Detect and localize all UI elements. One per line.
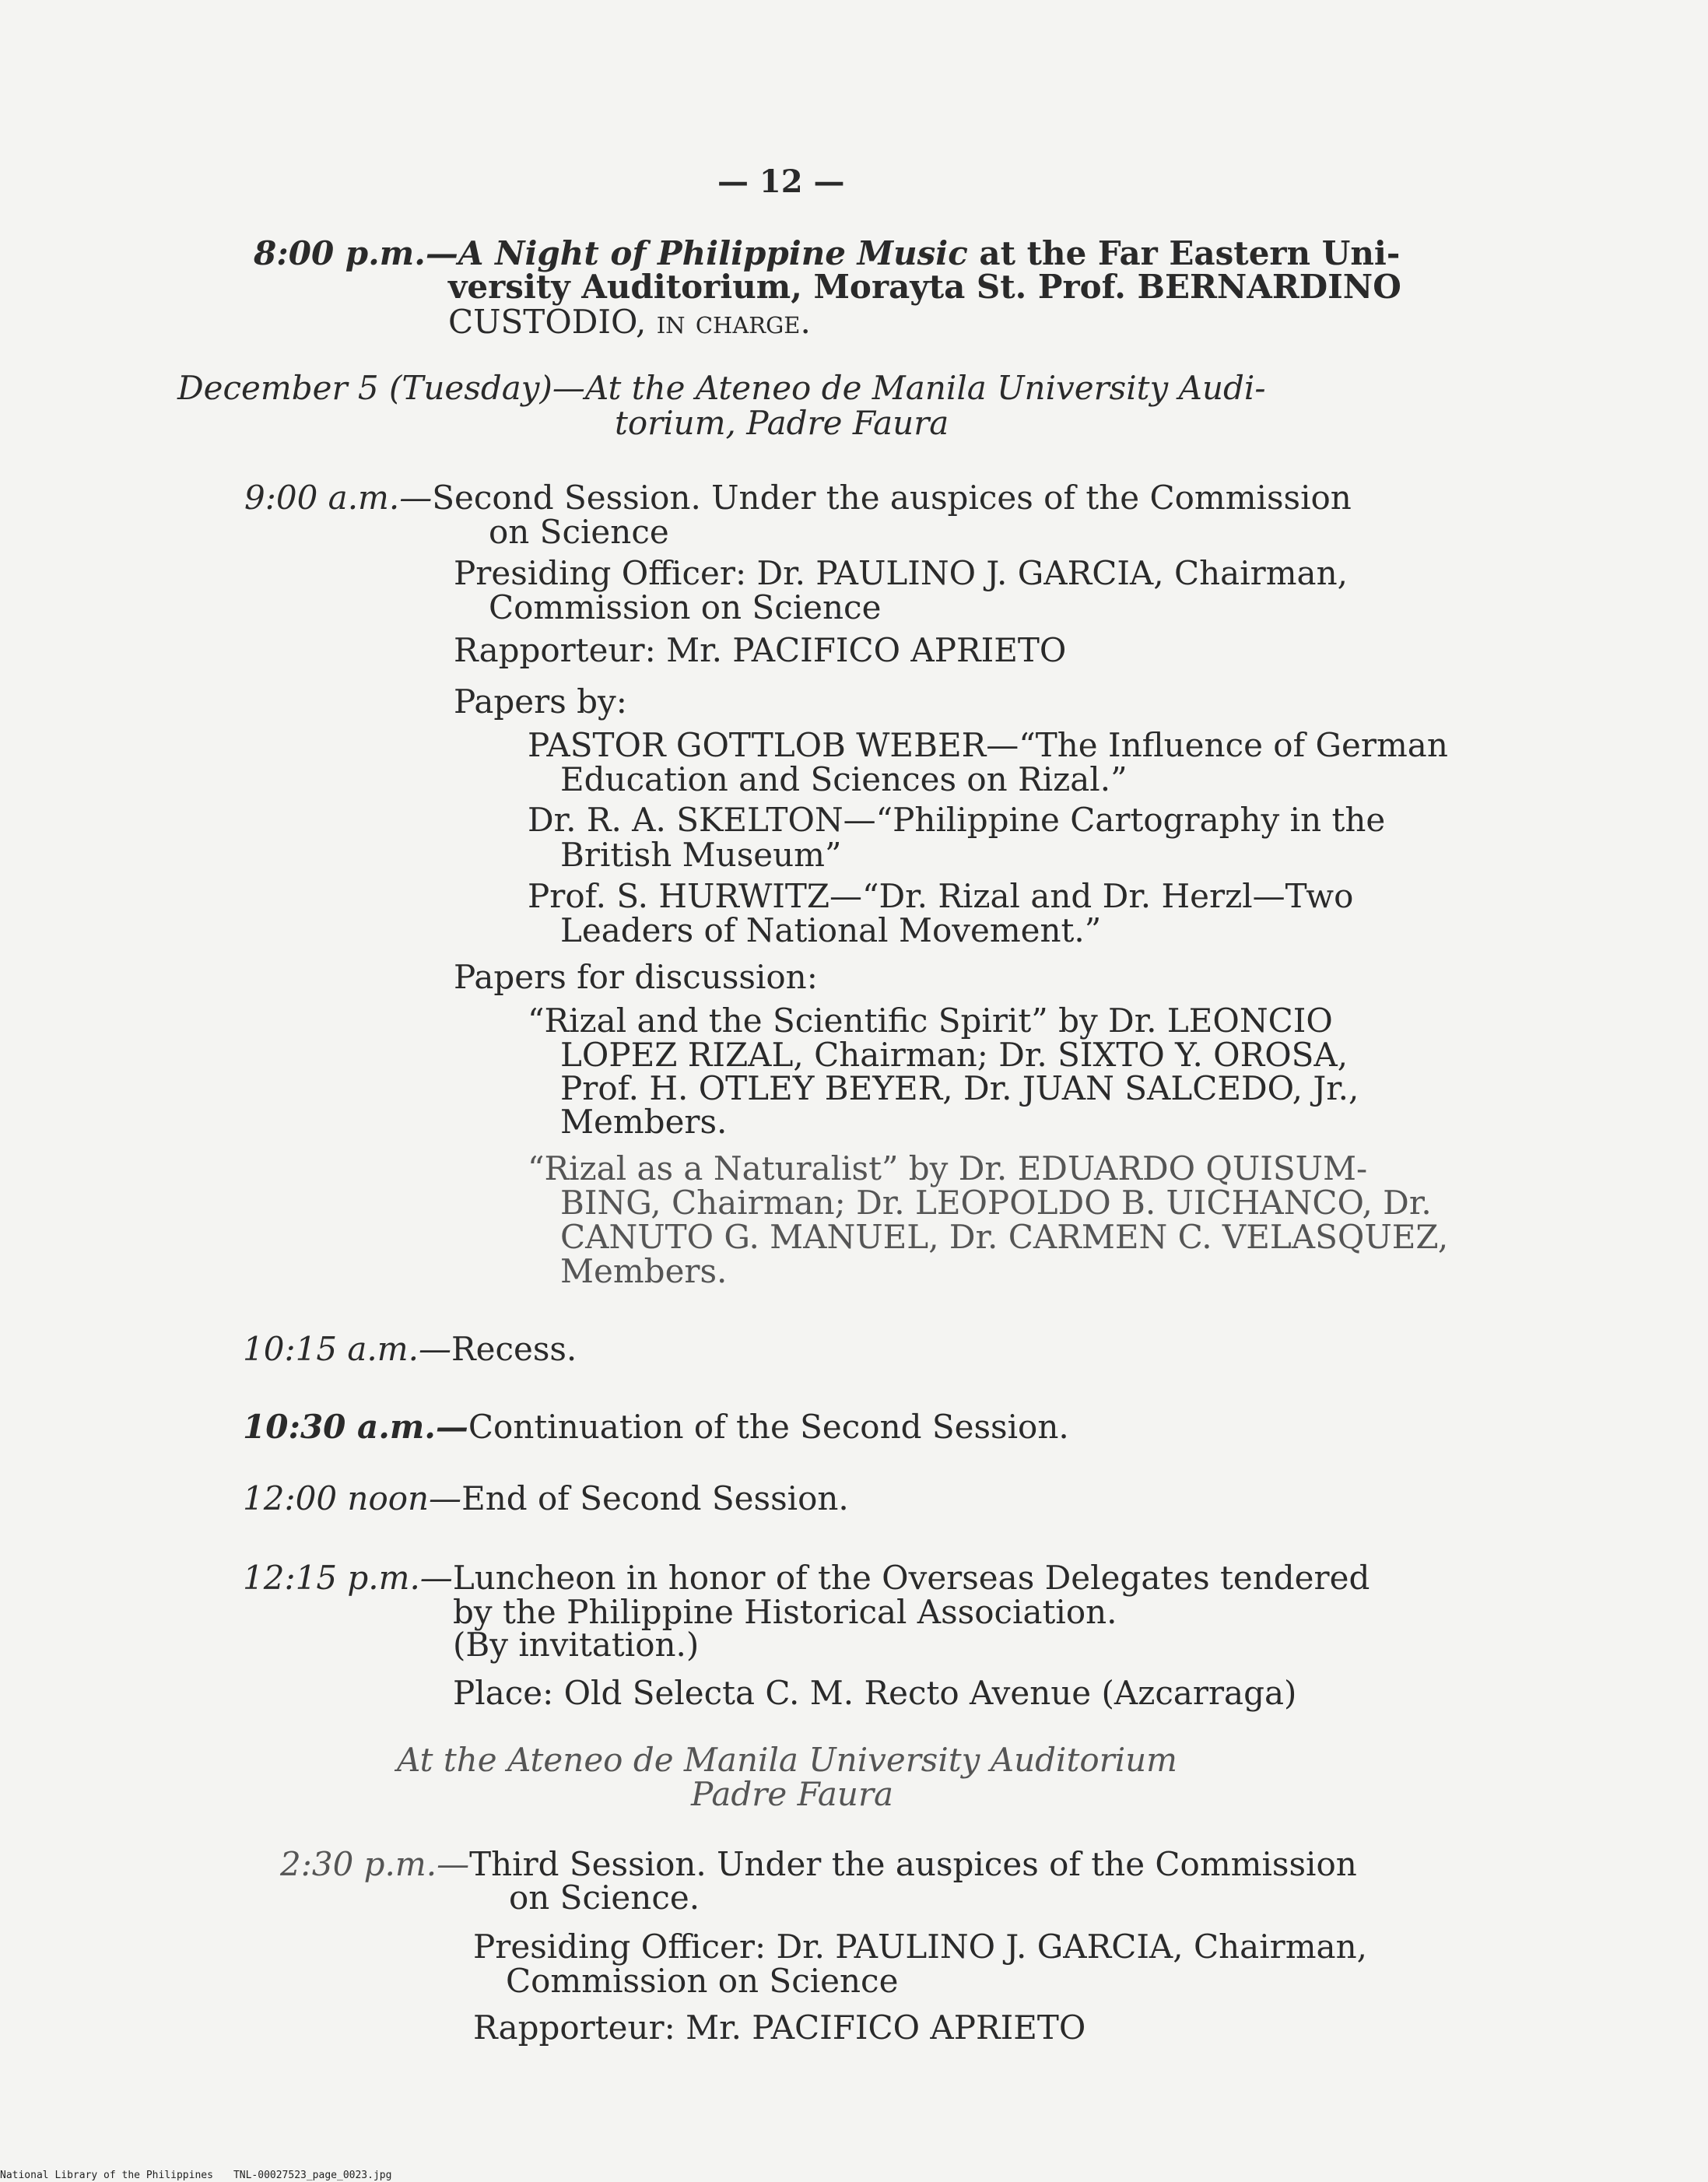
night-music-line3: CUSTODIO, in charge.: [448, 303, 811, 341]
scan-footer: [0, 2170, 391, 2182]
paper-2-line1: Dr. R. A. SKELTON—“Philippine Cartography in the: [528, 801, 1386, 839]
night-music-line2: versity Auditorium, Morayta St. Prof. BERNARDINO: [448, 268, 1401, 306]
discussion-1-line2: LOPEZ RIZAL, Chairman; Dr. SIXTO Y. OROSA,: [560, 1036, 1349, 1074]
third-presiding-line2: Commission on Science: [506, 1962, 899, 2000]
discussion-2-line3: CANUTO G. MANUEL, Dr. CARMEN C. VELASQUEZ,: [560, 1218, 1449, 1256]
recess-time: 10:15 a.m.—: [243, 1330, 451, 1368]
paper-2-line2: British Museum”: [560, 836, 842, 874]
footer-library: National Library of the Philippines: [0, 2170, 213, 2181]
third-session-line1: [280, 1846, 1357, 1883]
third-rapporteur: Rapporteur: Mr. PACIFICO APRIETO: [473, 2008, 1086, 2047]
end-second-line: [243, 1480, 849, 1517]
discussion-1-line1: “Rizal and the Scientific Spirit” by Dr. LEONCIO: [528, 1002, 1333, 1040]
continuation-text: Continuation of the Second Session.: [468, 1408, 1069, 1446]
discussion-2-line1: “Rizal as a Naturalist” by Dr. EDUARDO QUISUM-: [528, 1149, 1368, 1187]
second-session-title: Second Session. Under the auspices of the Commission: [432, 479, 1352, 517]
third-session-time: 2:30 p.m.—: [280, 1845, 470, 1883]
second-rapporteur: Rapporteur: Mr. PACIFICO APRIETO: [454, 631, 1067, 669]
footer-file-id: TNL-00027523_page_0023.jpg: [233, 2170, 392, 2181]
recess-line: [243, 1331, 577, 1368]
paper-3-line1: Prof. S. HURWITZ—“Dr. Rizal and Dr. Herzl—Two: [528, 877, 1354, 915]
luncheon-time: 12:15 p.m.—: [243, 1559, 453, 1597]
night-music-time: 8:00 p.m.—: [254, 234, 458, 272]
discussion-label: Papers for discussion:: [454, 958, 818, 996]
luncheon-line2: by the Philippine Historical Association.: [453, 1593, 1117, 1631]
second-session-line2: on Science: [489, 513, 669, 551]
third-session-line2: on Science.: [509, 1879, 700, 1917]
paper-1-line2: Education and Sciences on Rizal.”: [560, 760, 1128, 798]
paper-3-line2: Leaders of National Movement.”: [560, 911, 1102, 949]
luncheon-line1: [243, 1559, 1370, 1597]
paper-1-line1: PASTOR GOTTLOB WEBER—“The Influence of German: [528, 726, 1448, 764]
discussion-1-line4: Members.: [560, 1103, 728, 1141]
night-music-rest: at the Far Eastern Uni-: [967, 234, 1401, 272]
discussion-1-line3: Prof. H. OTLEY BEYER, Dr. JUAN SALCEDO, Jr.,: [560, 1069, 1359, 1107]
luncheon-line3: (By invitation.): [453, 1626, 700, 1664]
day-heading-line1: December 5 (Tuesday)—At the Ateneo de Manila University Audi-: [177, 369, 1266, 407]
third-session-title: Third Session. Under the auspices of the Commission: [469, 1845, 1357, 1883]
night-music-line1: [254, 235, 1400, 272]
recess-text: Recess.: [451, 1330, 577, 1368]
end-second-text: End of Second Session.: [461, 1479, 849, 1517]
page-number: — 12 —: [717, 163, 845, 200]
end-second-time: 12:00 noon—: [243, 1479, 462, 1517]
discussion-2-line4: Members.: [560, 1252, 728, 1290]
second-session-time: 9:00 a.m.—: [244, 479, 433, 517]
papers-by-label: Papers by:: [454, 682, 627, 721]
day-heading-line2: torium, Padre Faura: [615, 404, 949, 442]
third-presiding-line1: Presiding Officer: Dr. PAULINO J. GARCIA, Chairman,: [473, 1928, 1367, 1966]
continuation-time: 10:30 a.m.—: [243, 1408, 468, 1446]
continuation-line: [243, 1408, 1069, 1446]
discussion-2-line2: BING, Chairman; Dr. LEOPOLDO B. UICHANCO, Dr.: [560, 1184, 1432, 1222]
second-presiding-line2: Commission on Science: [489, 588, 882, 626]
venue-heading-line2: Padre Faura: [691, 1775, 894, 1813]
second-presiding-line1: Presiding Officer: Dr. PAULINO J. GARCIA, Chairman,: [454, 554, 1348, 592]
night-music-title: A Night of Philippine Music: [458, 234, 968, 272]
luncheon-text: Luncheon in honor of the Overseas Delegates tendered: [452, 1559, 1370, 1597]
luncheon-place: Place: Old Selecta C. M. Recto Avenue (Azcarraga): [453, 1674, 1297, 1712]
second-session-line1: [244, 479, 1352, 517]
venue-heading-line1: At the Ateneo de Manila University Auditorium: [397, 1741, 1177, 1779]
